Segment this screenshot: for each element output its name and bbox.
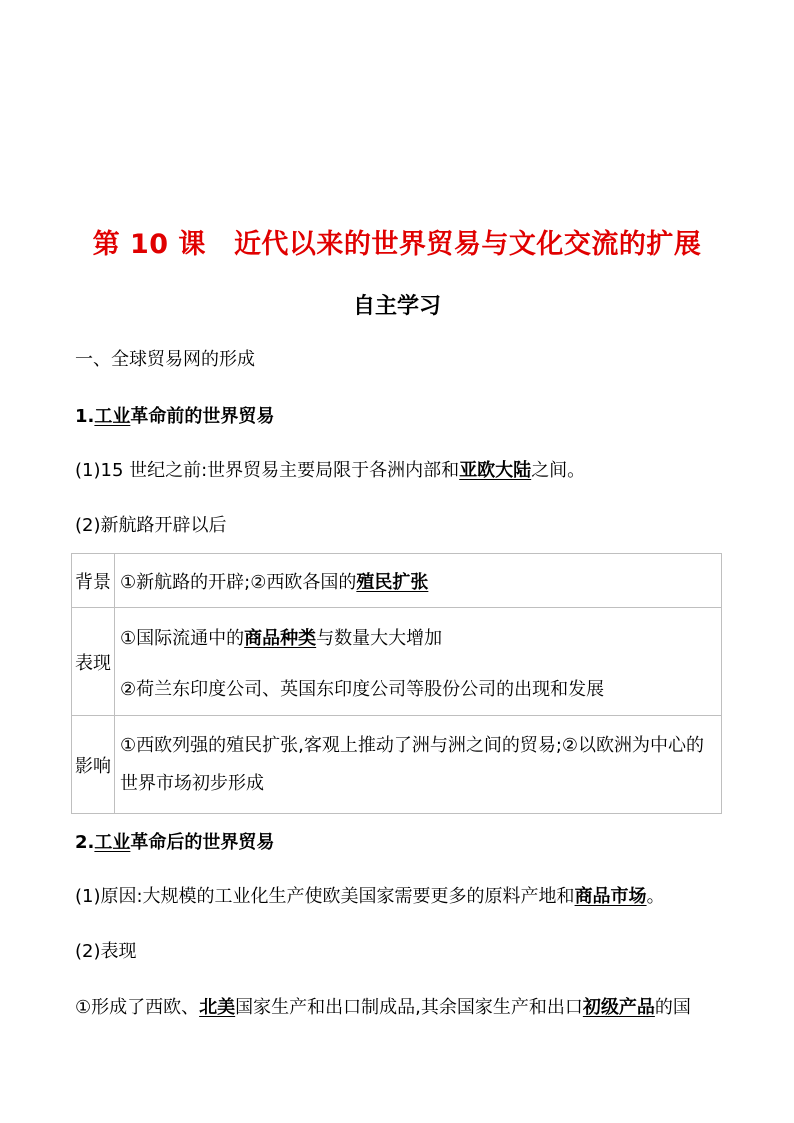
lesson-name: 近代以来的世界贸易与文化交流的扩展 <box>233 229 702 260</box>
answer-blank: 商品市场 <box>574 886 647 907</box>
section-subtitle: 自主学习 <box>352 294 441 319</box>
part1-paragraph-2: (2)新航路开辟以后 <box>75 515 227 536</box>
lesson-number: 第 10 课 <box>92 229 206 260</box>
row-head: 表现 <box>72 608 115 716</box>
row-body: ①西欧列强的殖民扩张,客观上推动了洲与洲之间的贸易;②以欧洲为中心的世界市场初步形成 <box>115 716 722 814</box>
answer-blank: 殖民扩张 <box>356 571 429 593</box>
part1-heading: 1.工业革命前的世界贸易 <box>75 406 275 427</box>
row-body: ①新航路的开辟;②西欧各国的殖民扩张 <box>115 554 722 608</box>
section-heading: 一、全球贸易网的形成 <box>75 349 255 370</box>
row-head: 背景 <box>72 554 115 608</box>
row-body: ①国际流通中的商品种类与数量大大增加 ②荷兰东印度公司、英国东印度公司等股份公司的出现和发展 <box>115 608 722 716</box>
answer-blank: 初级产品 <box>582 997 655 1018</box>
part2-paragraph-2: (2)表现 <box>75 941 137 962</box>
answer-blank: 亚欧大陆 <box>459 460 532 481</box>
table-row <box>72 608 722 716</box>
lesson-title <box>0 222 794 261</box>
answer-blank: 商品种类 <box>244 627 317 649</box>
table-row <box>72 716 722 814</box>
part2-paragraph-1: (1)原因:大规模的工业化生产使欧美国家需要更多的原料产地和商品市场。 <box>75 886 665 907</box>
part2-paragraph-3: ①形成了西欧、北美国家生产和出口制成品,其余国家生产和出口初级产品的国 <box>75 997 691 1018</box>
info-table <box>71 553 722 814</box>
part2-heading: 2.工业革命后的世界贸易 <box>75 832 275 853</box>
part1-paragraph-1: (1)15 世纪之前:世界贸易主要局限于各洲内部和亚欧大陆之间。 <box>75 460 586 481</box>
table-row <box>72 554 722 608</box>
row-head: 影响 <box>72 716 115 814</box>
answer-blank: 北美 <box>199 997 236 1018</box>
